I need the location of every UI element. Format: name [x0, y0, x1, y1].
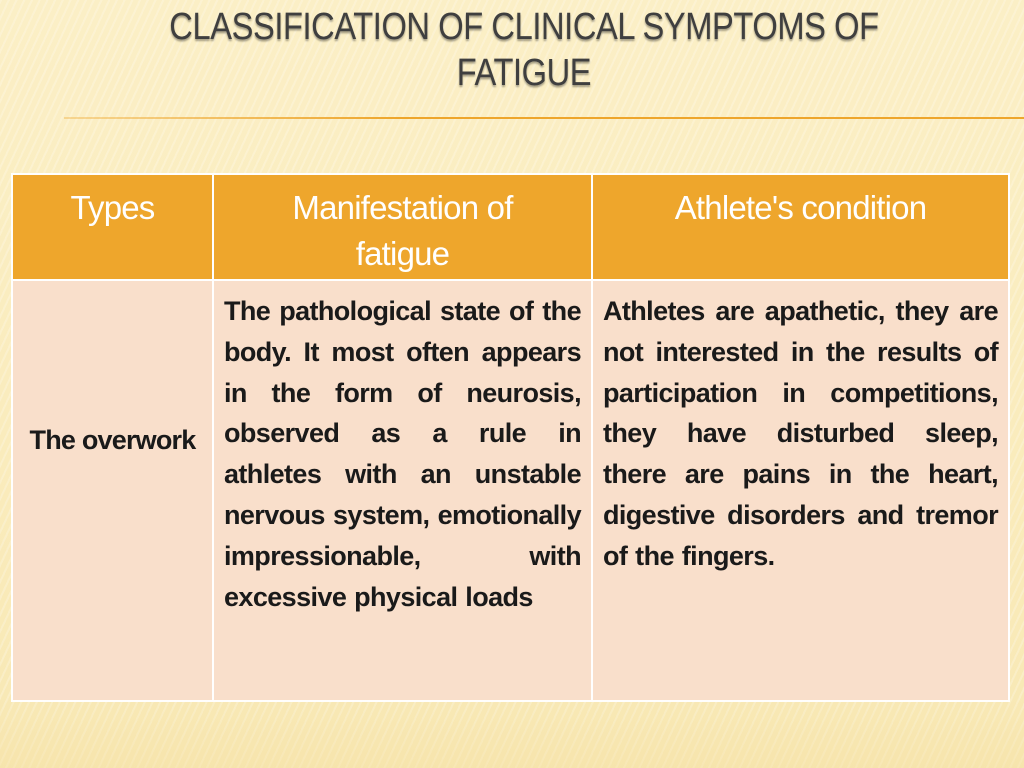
slide-title: CLASSIFICATION OF CLINICAL SYMPTOMS OF FATIGUE — [169, 6, 879, 94]
header-manifestation: Manifestation of fatigue — [213, 174, 592, 280]
header-types: Types — [12, 174, 213, 280]
table-row — [12, 280, 1009, 701]
athlete-condition-cell: Athletes are apathetic, they are not interested in the results of participation in competitions, they have disturbed sleep, there are pains in the heart, digestive disorders and tremor of the fingers. — [592, 280, 1009, 701]
slide-background-fade — [0, 698, 1024, 768]
type-cell: The overwork — [12, 280, 213, 701]
header-athlete-condition: Athlete's condition — [592, 174, 1009, 280]
fatigue-classification-table — [11, 173, 1010, 702]
table-header-row — [12, 174, 1009, 280]
title-divider — [64, 117, 1024, 119]
manifestation-cell: The pathological state of the body. It most often appears in the form of neurosis, observed as a rule in athletes with an unstable nervous system, emotionally impressionable, with excessive physical loads — [213, 280, 592, 701]
